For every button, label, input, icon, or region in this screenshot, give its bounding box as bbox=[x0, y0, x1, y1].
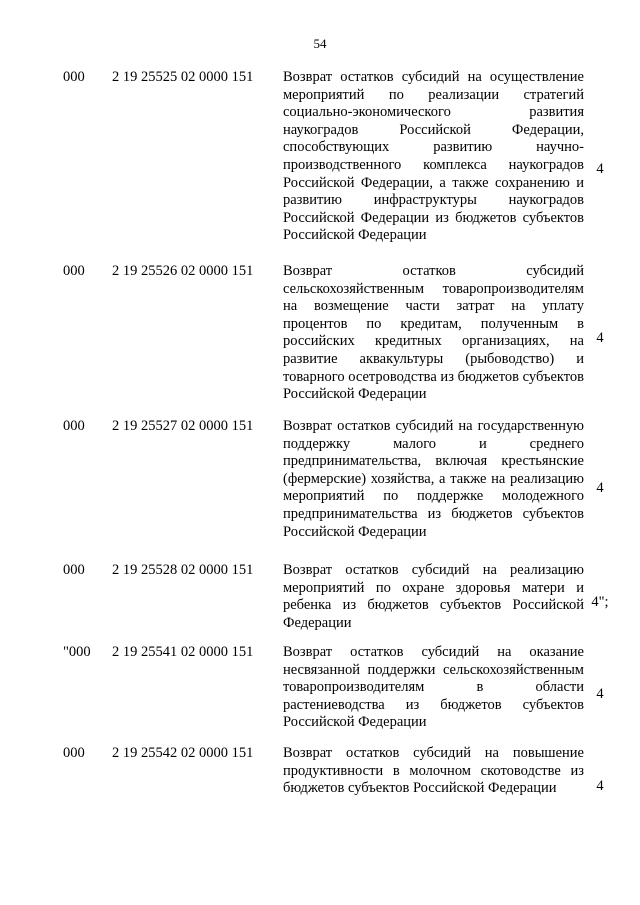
row-description: Возврат остатков субсидий сельскохозяйственным товаропроизводителям на возмещение части затрат на уплату процентов по кредитам, полученным в российских кредитных организациях, на развитие аквакультуры (рыбоводство) и товарного осетроводства из бюджетов субъектов Российской Федерации bbox=[283, 263, 584, 403]
admin-code: 000 bbox=[63, 69, 85, 85]
row-description: Возврат остатков субсидий на реализацию мероприятий по охране здоровья матери и ребенка из бюджетов субъектов Российской Федерации bbox=[283, 562, 584, 631]
row-description: Возврат остатков субсидий на повышение продуктивности в молочном скотоводстве из бюджетов субъектов Российской Федерации bbox=[283, 745, 584, 797]
admin-code: 000 bbox=[63, 562, 85, 578]
column-4-value: 4 bbox=[596, 161, 604, 177]
row-description: Возврат остатков субсидий на осуществление мероприятий по реализации стратегий социально-экономического развития наукоградов Российской Федерации, способствующих развитию научно-производственного комплекса наукоградов Российской Федерации, а также сохранению и развитию инфраструктуры наукоградов Российской Федерации из бюджетов субъектов Российской Федерации bbox=[283, 69, 584, 244]
column-4-value: 4 bbox=[596, 686, 604, 702]
page-number: 54 bbox=[313, 36, 327, 51]
admin-code: 000 bbox=[63, 418, 85, 434]
budget-classification-code: 2 19 25541 02 0000 151 bbox=[112, 644, 254, 660]
column-4-value: 4 bbox=[596, 330, 604, 346]
admin-code: 000 bbox=[63, 263, 85, 279]
column-4-value: 4"; bbox=[591, 594, 609, 610]
column-4-value: 4 bbox=[596, 480, 604, 496]
budget-classification-code: 2 19 25542 02 0000 151 bbox=[112, 745, 254, 761]
row-description: Возврат остатков субсидий на оказание несвязанной поддержки сельскохозяйственным товаропроизводителям в области растениеводства из бюджетов субъектов Российской Федерации bbox=[283, 644, 584, 731]
column-4-value: 4 bbox=[596, 778, 604, 794]
admin-code: 000 bbox=[63, 745, 85, 761]
budget-classification-code: 2 19 25527 02 0000 151 bbox=[112, 418, 254, 434]
row-description: Возврат остатков субсидий на государственную поддержку малого и среднего предпринимательства, включая крестьянские (фермерские) хозяйства, а также на реализацию мероприятий по поддержке молодежного предпринимательства из бюджетов субъектов Российской Федерации bbox=[283, 418, 584, 540]
budget-classification-code: 2 19 25526 02 0000 151 bbox=[112, 263, 254, 279]
budget-classification-code: 2 19 25528 02 0000 151 bbox=[112, 562, 254, 578]
admin-code: "000 bbox=[63, 644, 91, 660]
budget-classification-code: 2 19 25525 02 0000 151 bbox=[112, 69, 254, 85]
